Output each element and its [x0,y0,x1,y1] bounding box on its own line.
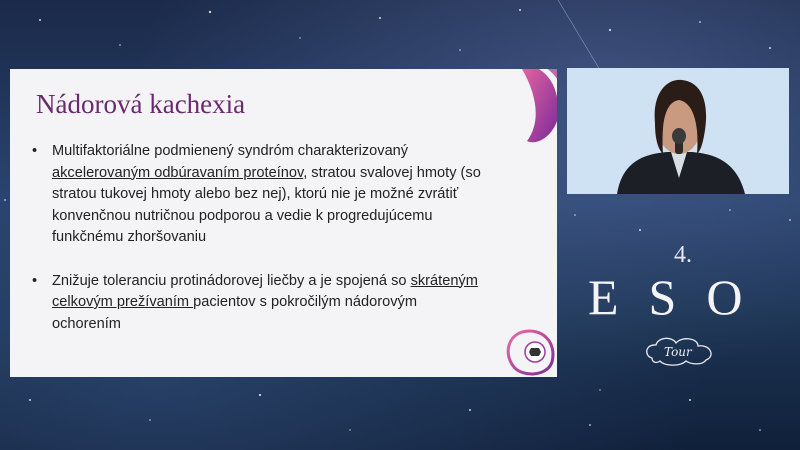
slide-decoration-top [507,69,557,151]
presentation-slide [10,69,557,377]
speaker-video-feed [567,68,789,194]
bullet-underlined-text: skráteným celkovým prežívaním [52,272,478,310]
edition-number: 4. [674,242,692,268]
tour-label: Tour [664,345,692,359]
bullet-underlined-text: akcelerovaným odbúravaním proteínov [52,164,304,181]
bullet-text: , stratou svalovej hmoty (so stratou tukovej hmoty alebo bez nej), ktorú nie je možné zvrátiť konvenčnou nutričnou podporou a vedie k progredujúcemu funkčnému zhoršovaniu [52,164,481,245]
tour-cloud-icon [642,334,722,368]
bullet-text: Znižuje toleranciu protinádorovej liečby a je spojená so [52,272,411,289]
bullet-treatment-tolerance [32,271,487,336]
slide-logo-icon [502,327,557,377]
eso-tour-logo [580,242,780,382]
speaker-image [567,68,789,194]
bullet-text: Multifaktoriálne podmienený syndróm charakterizovaný [52,143,409,159]
eso-letters: ESO [588,269,773,325]
bullet-list [32,141,487,357]
bullet-text: pacientov s pokročilým nádorovým ochorením [52,294,417,332]
bullet-cachexia-definition [32,141,487,249]
slide-title: Nádorová kachexia [36,89,246,119]
